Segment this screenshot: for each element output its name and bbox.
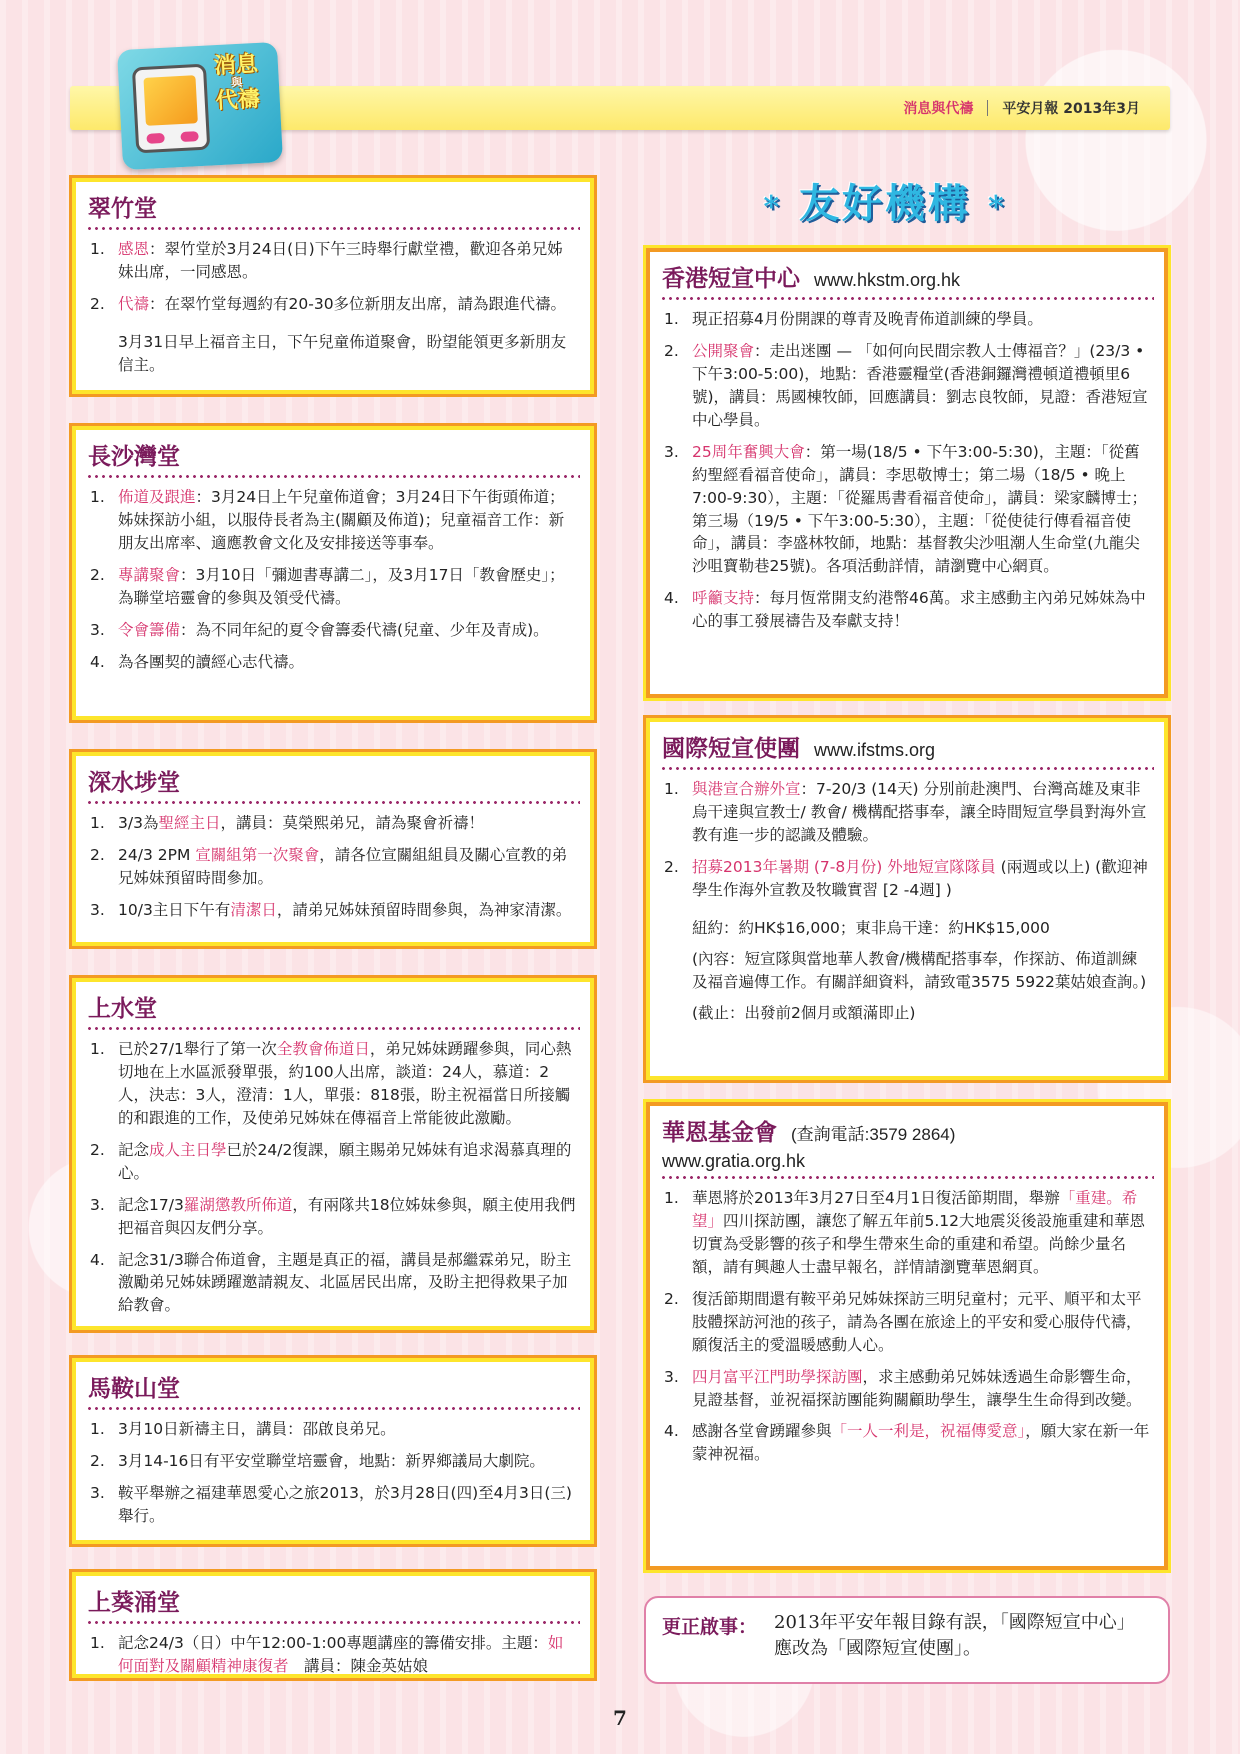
dotted-divider xyxy=(86,1621,580,1624)
list-item: 1. 3/3為聖經主日，講員：莫榮熙弟兄，請為聚會祈禱！ xyxy=(90,814,484,832)
list-item: 1. 與港宣合辦外宣：7-20/3 (14天) 分別前赴澳門、台灣高雄及東非烏干達與宣教士/ 教會/ 機構配搭事奉，讓全時間短宣學員對海外宣教有進一步的認識及體驗。 xyxy=(664,780,1147,844)
box-title: 國際短宣使團 www.ifstms.org xyxy=(662,735,936,762)
list-item: 3. 鞍平舉辦之福建華恩愛心之旅2013，於3月28日(四)至4月3日(三)舉行。 xyxy=(90,1483,572,1525)
list-item: 3. 令會籌備：為不同年紀的夏令會籌委代禱(兒童、少年及青成)。 xyxy=(90,620,549,639)
list-item: 2. 代禱：在翠竹堂每週約有20-30多位新朋友出席，請為跟進代禱。 xyxy=(90,294,567,313)
list-item: 2. 公開聚會：走出迷團 — 「如何向民間宗教人士傳福音？」(23/3 • 下午3:00-5:00)，地點：香港靈糧堂(香港銅鑼灣禮頓道禮頓里6號)，講員：馬國棟牧師，回應講員：劉志良牧師，見證：香港短宣中心學員。 xyxy=(664,341,1148,429)
box-title: 華恩基金會 (查詢電話:3579 2864) www.gratia.org.hk xyxy=(650,1106,1164,1176)
correction-text: 2013年平安年報目錄有誤，「國際短宣中心」應改為「國際短宣使團」。 xyxy=(774,1612,1135,1660)
box-title: 長沙灣堂 xyxy=(88,443,180,470)
friendly-title-text: 友好機構 xyxy=(799,180,971,227)
list-item: 4. 為各團契的讀經心志代禱。 xyxy=(90,652,305,671)
box-changsha xyxy=(72,426,594,720)
paragraph: (內容：短宣隊與當地華人教會/機構配搭事奉，作探訪、佈道訓練及福音遍傳工作。有關詳細資料，請致電3575 5922葉姑娘查詢。) xyxy=(692,949,1147,991)
list-item: 2. 24/3 2PM 宣關組第一次聚會，請各位宣關組組員及關心宣教的弟兄姊妹預留時間參加。 xyxy=(90,845,568,887)
list-item: 3. 10/3主日下午有清潔日，請弟兄姊妹預留時間參與，為神家清潔。 xyxy=(90,900,572,919)
website-link[interactable]: www.ifstms.org xyxy=(814,740,936,760)
list-item: 4. 呼籲支持：每月恆常開支約港幣46萬。求主感動主內弟兄姊妹為中心的事工發展禱告及奉獻支持！ xyxy=(664,589,1146,631)
list-item: 3. 記念17/3羅湖懲教所佈道，有兩隊共18位姊妹參與，願主使用我們把福音與囚友們分享。 xyxy=(90,1195,576,1237)
list-item: 1. 現正招募4月份開課的尊青及晚青佈道訓練的學員。 xyxy=(664,310,1043,328)
list-item: 2. 復活節期間還有鞍平弟兄姊妹探訪三明兒童村；元平、順平和太平肢體探訪河池的孩子，請為各團在旅途上的平安和愛心服侍代禱，願復活主的愛溫暖感動人心。 xyxy=(664,1289,1142,1354)
box-kwaichung xyxy=(72,1572,594,1678)
dotted-divider xyxy=(660,297,1154,300)
paragraph: 3月31日早上福音主日，下午兒童佈道聚會，盼望能領更多新朋友信主。 xyxy=(118,332,567,374)
logo-main: 消息 xyxy=(213,51,259,80)
dotted-divider xyxy=(86,1027,580,1030)
list-item: 1. 感恩：翠竹堂於3月24日(日)下午三時舉行獻堂禮，歡迎各弟兄姊妹出席，一同感恩。 xyxy=(90,240,563,281)
list-item: 2. 3月14-16日有平安堂聯堂培靈會，地點：新界鄉議局大劇院。 xyxy=(90,1451,545,1470)
header-divider xyxy=(987,100,988,116)
dotted-divider xyxy=(86,475,580,478)
logo-text xyxy=(213,53,260,113)
box-cuizhu xyxy=(72,178,594,394)
list-item: 3. 25周年奮興大會：第一場(18/5 • 下午3:00-5:30)，主題：「從舊約聖經看福音使命」，講員：李思敬博士；第二場（18/5 • 晚上7:00-9:30），主題：「從羅馬書看福音使命」，講員：梁家麟博士；第三場（19/5 • 下午3:00-5:30），主題：「從使徒行傳看福音使命」，講員：李盛林牧師，地點：基督教尖沙咀潮人生命堂(九龍尖沙咀寶勒巷25號)。各項活動詳情，請瀏覽中心網頁。 xyxy=(664,442,1147,576)
box-shamshuipo xyxy=(72,752,594,946)
box-maonshan xyxy=(72,1358,594,1544)
paragraph: (截止：出發前2個月或額滿即止) xyxy=(692,1003,916,1022)
list-item: 2. 專講聚會：3月10日「彌迦書專講二」，及3月17日「教會歷史」；為聯堂培靈會的參與及領受代禱。 xyxy=(90,565,565,607)
box-gratia xyxy=(646,1102,1168,1570)
list-item: 1. 華恩將於2013年3月27日至4月1日復活節期間，舉辦「重建。希望」四川探訪團，讓您了解五年前5.12大地震災後設施重建和華恩切實為受影響的孩子和學生帶來生命的重建和希望。尚餘少量名額，請有興趣人士盡早報名，詳情請瀏覽華恩網頁。 xyxy=(664,1189,1146,1276)
box-title: 上水堂 xyxy=(88,995,157,1022)
list-item: 1. 3月10日新禱主日，講員：邵啟良弟兄。 xyxy=(90,1420,396,1438)
section-logo xyxy=(117,42,283,170)
enquiry-phone: (查詢電話:3579 2864) xyxy=(791,1125,956,1144)
box-title: 上葵涌堂 xyxy=(88,1589,180,1616)
phone-icon xyxy=(132,64,210,154)
logo-mid: 與 xyxy=(230,75,243,90)
correction-notice xyxy=(644,1596,1170,1684)
list-item: 4. 記念31/3聯合佈道會，主題是真正的福，講員是郝繼霖弟兄，盼主激勵弟兄姊妹踴躍邀請親友、北區居民出席，及盼主把得救果子加給教會。 xyxy=(90,1250,572,1315)
friendly-orgs-title xyxy=(650,172,1120,229)
section-label: 消息與代禱 xyxy=(903,101,974,117)
logo-sub: 代禱 xyxy=(215,86,261,114)
list-item: 1. 已於27/1舉行了第一次全教會佈道日，弟兄姊妹踴躍參與，同心熱切地在上水區派發單張，約100人出席，談道：24人，慕道：2人，決志：3人，澄清：1人，單張：818張，盼主祝福當日所接觸的和跟進的工作，及使弟兄姊妹在傳福音上常能彼此激勵。 xyxy=(90,1040,572,1127)
website-link[interactable]: www.hkstm.org.hk xyxy=(814,270,961,290)
box-sheungshui xyxy=(72,978,594,1330)
page-number: 7 xyxy=(613,1706,627,1730)
dotted-divider xyxy=(660,1176,1154,1179)
website-link[interactable]: www.gratia.org.hk xyxy=(662,1151,806,1171)
dotted-divider xyxy=(86,801,580,804)
list-item: 2. 招募2013年暑期 (7-8月份) 外地短宣隊隊員 (兩週或以上) (歡迎神學生作海外宣教及牧職實習 [2 -4週] ) xyxy=(664,857,1148,899)
star-icon: * xyxy=(763,190,783,225)
box-hkstm xyxy=(646,248,1168,698)
box-title: 翠竹堂 xyxy=(88,195,157,222)
list-item: 2. 記念成人主日學已於24/2復課，願主賜弟兄姊妹有追求渴慕真理的心。 xyxy=(90,1140,572,1182)
issue-label: 平安月報 2013年3月 xyxy=(1002,101,1140,117)
dotted-divider xyxy=(86,227,580,230)
box-title: 香港短宣中心 www.hkstm.org.hk xyxy=(662,265,961,292)
header-meta xyxy=(903,98,1140,118)
paragraph: 紐約：約HK$16,000；東非烏干達：約HK$15,000 xyxy=(692,918,1050,937)
dotted-divider xyxy=(660,767,1154,770)
list-item: 3. 四月富平江門助學探訪團，求主感動弟兄姊妹透過生命影響生命，見證基督，並祝福探訪團能夠關顧助學生，讓學生生命得到改變。 xyxy=(664,1367,1142,1409)
list-item: 4. 感謝各堂會踴躍參與「一人一利是，祝福傳愛意」，願大家在新一年蒙神祝福。 xyxy=(664,1422,1150,1464)
dotted-divider xyxy=(86,1407,580,1410)
box-ifstms xyxy=(646,718,1168,1080)
box-title: 深水埗堂 xyxy=(88,769,180,796)
correction-label: 更正啟事： xyxy=(662,1616,758,1638)
list-item: 1. 佈道及跟進：3月24日上午兒童佈道會；3月24日下午街頭佈道；姊妹探訪小組，以服侍長者為主(關顧及佈道)；兒童福音工作：新朋友出席率、適應教會文化及安排接送等事奉。 xyxy=(90,488,565,552)
list-item: 1. 記念24/3（日）中午12:00-1:00專題講座的籌備安排。主題：如何面對及關顧精神康復者 講員：陳金英姑娘 xyxy=(90,1634,564,1675)
star-icon: * xyxy=(987,190,1007,225)
box-title: 馬鞍山堂 xyxy=(88,1375,180,1402)
